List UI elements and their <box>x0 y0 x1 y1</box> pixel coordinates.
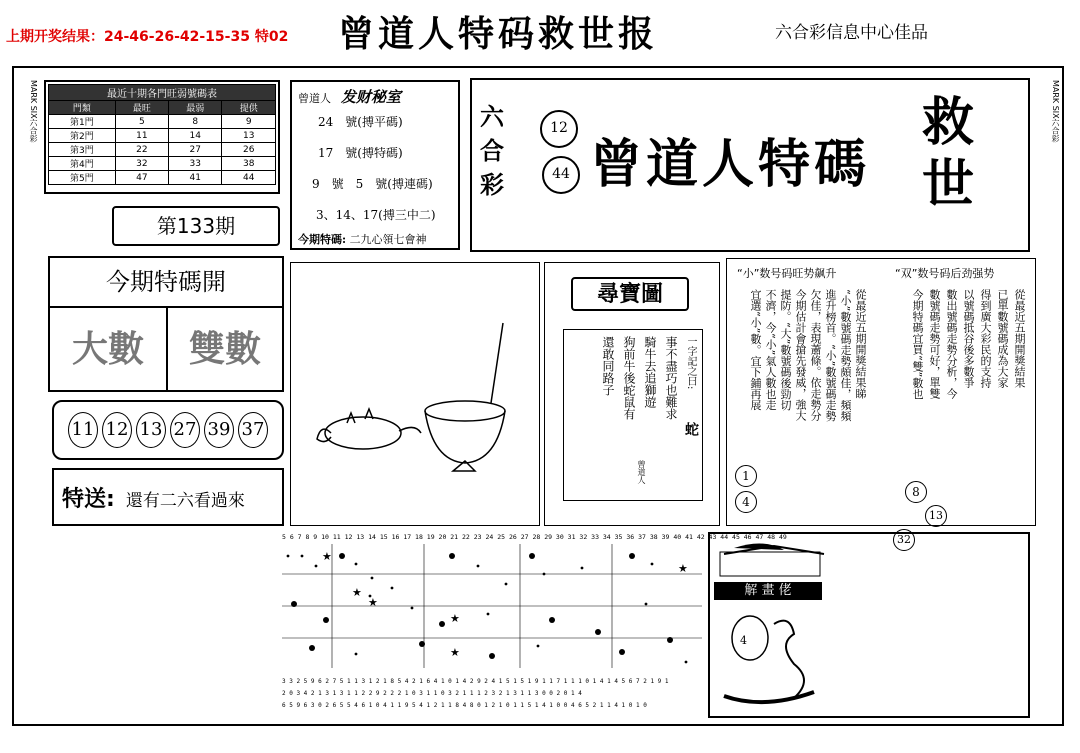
trend-dot-grid <box>282 544 702 668</box>
last-result-special: 特02 <box>254 29 289 45</box>
stats-cell-cold: 8 <box>169 115 222 129</box>
stats-cell-offer: 9 <box>222 115 276 129</box>
stats-cell-label: 第5門 <box>49 171 116 185</box>
puzzle-panel <box>708 532 1030 718</box>
trend-left-col: 不濟，今“小”氣人數也走 <box>764 289 777 411</box>
svg-text:★: ★ <box>352 586 362 599</box>
seek-poem <box>600 336 678 420</box>
trend-right-col: 已單數號碼成為大家 <box>996 289 1009 388</box>
stats-cell-offer: 44 <box>222 171 276 185</box>
last-result-numbers: 24-46-26-42-15-35 <box>104 29 250 45</box>
stats-cell-hot: 47 <box>115 171 168 185</box>
trend-head-left: “小”数号码旺势飙升 <box>737 267 837 280</box>
side-band-left: MARK SIX六合彩 <box>29 80 38 143</box>
stats-cell-label: 第1門 <box>49 115 116 129</box>
special-number: 13 <box>136 412 166 448</box>
issue-label: 第133期 <box>156 214 236 238</box>
special-send-box <box>52 468 284 526</box>
special-number: 37 <box>238 412 268 448</box>
puzzle-ball: 4 <box>740 634 747 647</box>
special-number: 12 <box>102 412 132 448</box>
seek-scroll <box>563 329 703 501</box>
logo-ball-number: 44 <box>552 166 570 182</box>
logo-ball-top <box>540 110 578 148</box>
grid-footer-row: 2 0 3 4 2 1 3 1 3 1 1 2 2 9 2 2 2 1 0 3 1 1 0 3 2 1 1 1 2 3 2 1 3 1 1 3 0 0 2 0 1 4 <box>282 690 582 697</box>
logo-prefix <box>480 100 504 202</box>
logo-side: 救世 <box>922 92 975 215</box>
stats-cell-cold: 33 <box>169 157 222 171</box>
seek-signature: 曾道人 <box>637 460 646 484</box>
trend-right-col: 從最近五期開獎結果 <box>1013 289 1026 388</box>
special-open-left: 大數 <box>50 308 168 390</box>
puzzle-title: 解 畫 佬 <box>714 582 822 600</box>
special-number: 39 <box>204 412 234 448</box>
grid-stars <box>322 550 688 659</box>
logo-prefix-char: 六 <box>480 102 504 131</box>
bird-snake-icon <box>714 604 826 712</box>
turtle-icon <box>317 409 421 449</box>
svg-text:★: ★ <box>368 596 378 609</box>
trend-left-text <box>737 289 867 475</box>
logo-ball-number: 12 <box>550 120 568 136</box>
svg-text:★: ★ <box>450 612 460 625</box>
special-number: 27 <box>170 412 200 448</box>
illustration-panel <box>290 262 540 526</box>
treasure-special <box>298 231 452 247</box>
grid-header-row: 5 6 7 8 9 10 11 12 13 14 15 16 17 18 19 20 21 22 23 24 25 26 27 28 29 30 31 32 33 34 35 36 37 38 39 40 41 42 43 44 45 46 47 48 49 <box>282 533 787 541</box>
seek-poem-col: 事不盡巧也難求 <box>664 336 678 420</box>
stats-col-header: 提供 <box>222 101 276 115</box>
treasure-title-row <box>298 86 452 107</box>
seek-title-text: 尋寶圖 <box>596 281 663 307</box>
trend-left-col: 從最近五期開獎結果睇 <box>854 289 867 399</box>
grid-footer-row: 6 5 9 6 3 0 2 6 5 5 4 6 1 0 4 1 1 9 5 4 1 2 1 1 8 4 8 0 1 2 1 0 1 1 5 1 4 1 0 0 4 6 5 2 1 1 4 1 0 1 0 <box>282 702 647 709</box>
book-hand-icon <box>714 538 834 582</box>
special-send-label: 特送: <box>62 487 115 512</box>
stats-cell-label: 第2門 <box>49 129 116 143</box>
seek-hint: 一字記之曰: <box>685 336 696 390</box>
stats-row <box>49 115 276 129</box>
logo-title: 曾道人特碼 <box>590 134 871 195</box>
trend-ball: 4 <box>735 491 757 513</box>
trend-ball: 8 <box>905 481 927 503</box>
svg-text:★: ★ <box>678 562 688 575</box>
special-open-heading: 今期特碼開 <box>50 258 282 308</box>
trend-ball: 32 <box>893 529 915 551</box>
treasure-line: 24 號(搏平碼) <box>318 115 403 129</box>
logo-ball-bottom <box>542 156 580 194</box>
treasure-line: 9 號 5 號(搏連碼) <box>312 177 433 191</box>
stats-col-header: 門類 <box>49 101 116 115</box>
issue-box <box>112 206 280 246</box>
treasure-special-text: 二九心領七會神 <box>349 233 427 246</box>
seek-poem-col: 還敢同路子 <box>601 336 615 396</box>
trend-left-col: 提防。“大”數號碼後勁切 <box>779 289 792 411</box>
logo-prefix-char: 彩 <box>480 170 504 199</box>
stats-row <box>49 171 276 185</box>
special-number: 11 <box>68 412 98 448</box>
treasure-box <box>290 80 460 250</box>
stats-cell-cold: 14 <box>169 129 222 143</box>
treasure-special-label: 今期特碼: <box>298 233 347 246</box>
brand-name: 六合彩信息中心佳品 <box>775 23 928 43</box>
stats-table-title: 最近十期各門旺弱號碼表 <box>49 85 276 101</box>
trend-right-col: 以號碼抵谷後多數爭 <box>962 289 975 388</box>
stats-cell-cold: 41 <box>169 171 222 185</box>
svg-text:★: ★ <box>450 646 460 659</box>
grid-footer-row: 3 3 2 5 9 6 2 7 5 1 1 3 1 2 1 8 5 4 2 1 6 4 1 0 1 4 2 9 2 4 1 5 1 5 1 9 1 1 7 1 1 1 0 1 4 1 4 5 6 7 2 1 9 1 <box>282 678 669 685</box>
stats-cell-cold: 27 <box>169 143 222 157</box>
special-open-right: 雙數 <box>188 328 261 370</box>
treasure-title: 发财秘室 <box>340 88 401 106</box>
trend-right-col: 得到廣大彩民的支持 <box>979 289 992 388</box>
treasure-line: 17 號(搏特碼) <box>318 146 403 160</box>
trend-head-right: “双”数号码后劲强势 <box>895 267 995 280</box>
trend-left-col: “小”數號碼走勢頗佳，頻頻 <box>839 289 852 422</box>
stats-row <box>49 143 276 157</box>
trend-right-col: 數出號碼走勢分析，今 <box>945 289 958 399</box>
bowl-icon <box>425 323 505 471</box>
stats-cell-label: 第3門 <box>49 143 116 157</box>
special-numbers-box <box>52 400 284 460</box>
stats-cell-offer: 13 <box>222 129 276 143</box>
stats-cell-hot: 22 <box>115 143 168 157</box>
masthead-title: 曾道人特码救世报 <box>338 13 659 55</box>
stats-row <box>49 129 276 143</box>
seek-poem-col: 騎牛去追獅遊 <box>643 336 657 408</box>
seek-panel <box>544 262 720 526</box>
stats-cell-offer: 26 <box>222 143 276 157</box>
trend-ball: 13 <box>925 505 947 527</box>
stats-cell-label: 第4門 <box>49 157 116 171</box>
seek-poem-col: 狗前牛後蛇鼠有 <box>622 336 636 420</box>
trend-left-balls <box>735 465 757 513</box>
stats-table <box>48 84 276 185</box>
trend-ball: 1 <box>735 465 757 487</box>
special-open-box <box>48 256 284 392</box>
trend-right-col: 數號碼走勢可好，單雙 <box>928 289 941 399</box>
side-band-right: MARK SIX六合彩 <box>1051 80 1060 143</box>
stats-row <box>49 157 276 171</box>
trend-left-col: 宜選“小”數。宜下鋪再展 <box>749 289 762 411</box>
stats-cell-hot: 32 <box>115 157 168 171</box>
trend-left-col: 今期估計會搶先發威，強大 <box>794 289 807 421</box>
stats-cell-offer: 38 <box>222 157 276 171</box>
treasure-line: 3、14、17(搏三中二) <box>316 208 436 222</box>
trend-left-col: 欠佳，表現蕭條。依走勢分 <box>809 289 822 421</box>
treasure-title-prefix: 曾道人 <box>298 92 331 105</box>
seek-title <box>571 277 689 311</box>
turtle-bowl-illustration <box>291 263 539 525</box>
logo-prefix-char: 合 <box>480 136 504 165</box>
stats-col-header: 最旺 <box>115 101 168 115</box>
trend-left-col: 進升榜首。“小”數號碼走勢 <box>824 289 837 422</box>
stats-cell-hot: 5 <box>115 115 168 129</box>
last-draw-result <box>6 26 288 46</box>
stats-col-header: 最弱 <box>169 101 222 115</box>
trend-panel <box>726 258 1036 546</box>
special-numbers <box>68 412 268 448</box>
big-logo-box <box>470 78 1030 252</box>
seek-answer: 蛇 <box>683 422 699 436</box>
svg-text:★: ★ <box>322 550 332 563</box>
last-result-label: 上期开奖结果： <box>6 29 104 45</box>
stats-table-box <box>44 80 280 194</box>
trend-right-text <box>887 289 1027 475</box>
stats-cell-hot: 11 <box>115 129 168 143</box>
grid-dots <box>287 553 688 663</box>
special-send-text: 還有二六看過來 <box>125 491 245 511</box>
trend-right-col: 今期特碼宜買“雙”數也 <box>911 289 924 400</box>
